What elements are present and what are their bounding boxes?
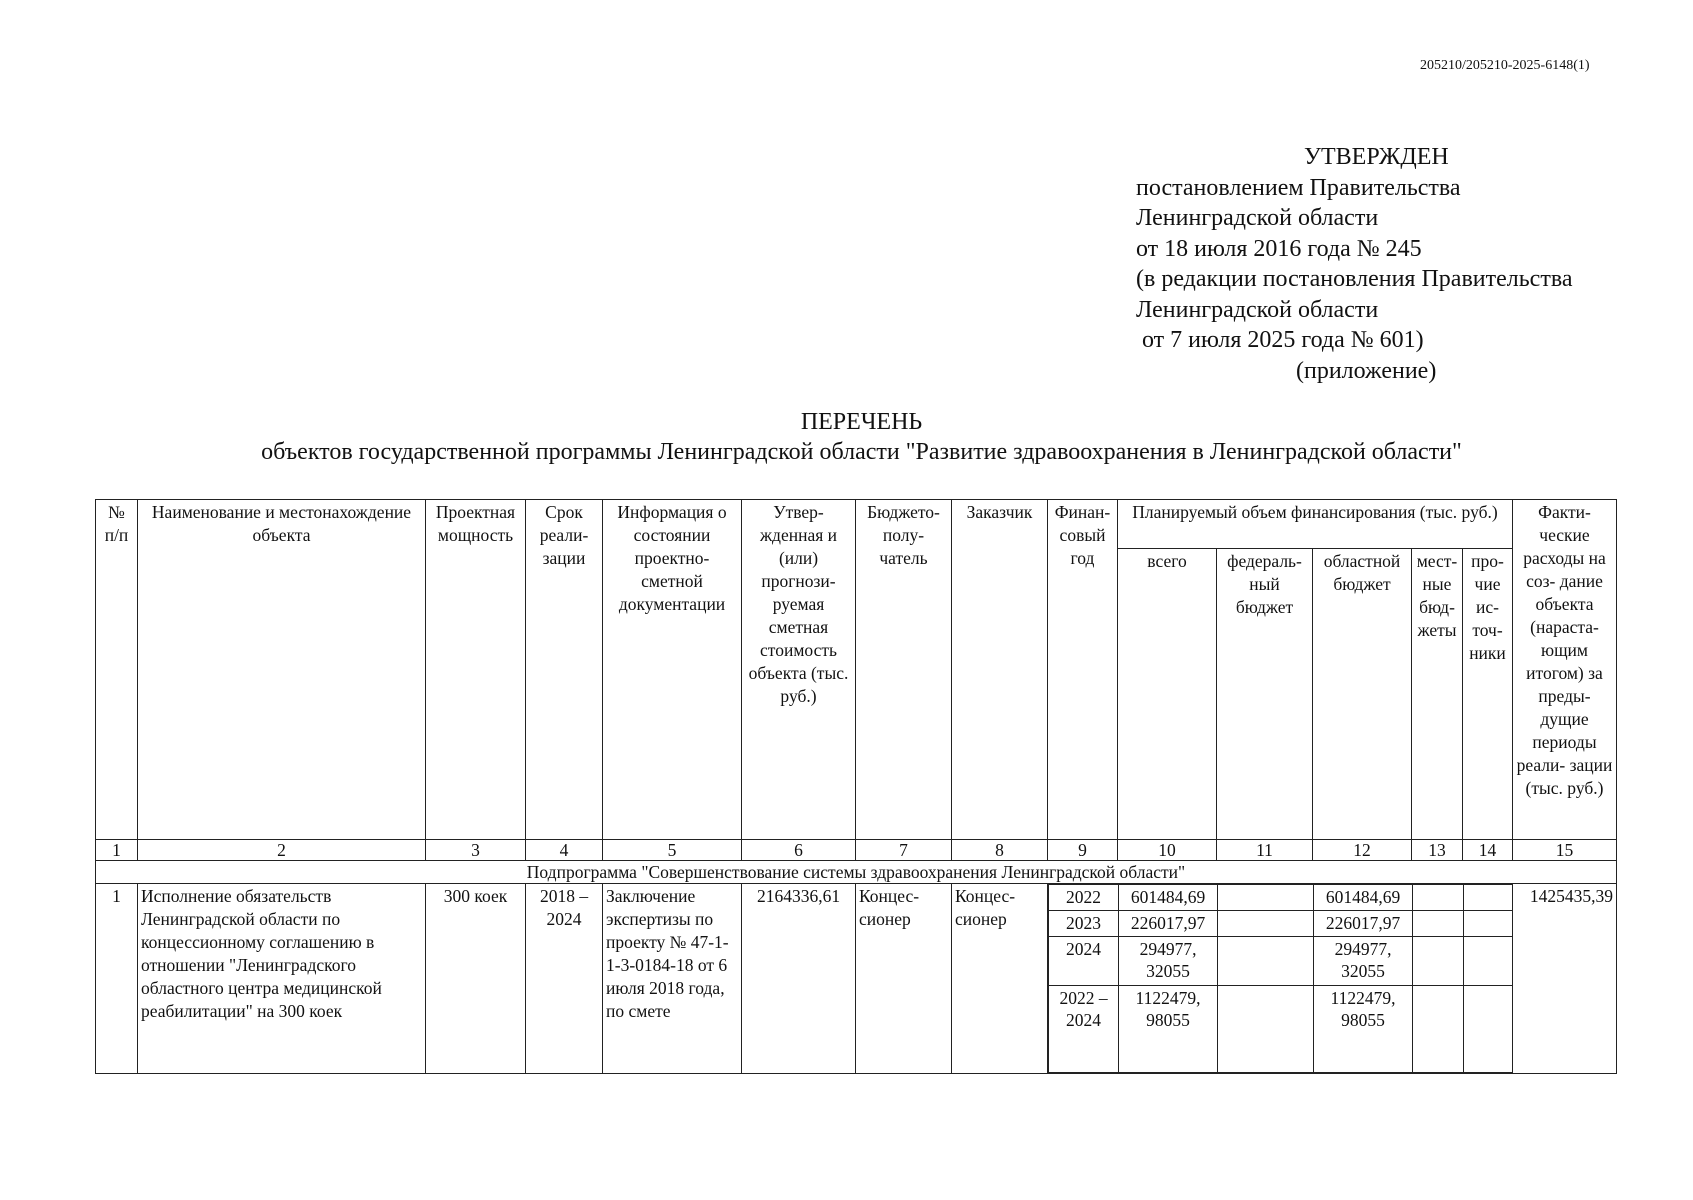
column-number: 6 bbox=[742, 840, 856, 861]
column-number: 11 bbox=[1217, 840, 1313, 861]
column-number: 8 bbox=[952, 840, 1048, 861]
column-number: 4 bbox=[526, 840, 603, 861]
fin-federal bbox=[1218, 911, 1314, 937]
column-number: 10 bbox=[1118, 840, 1217, 861]
document-title bbox=[0, 407, 1693, 467]
column-number: 2 bbox=[138, 840, 426, 861]
header-regional: областной бюджет bbox=[1313, 549, 1412, 840]
header-actual-expenses: Факти- ческие расходы на соз- дание объекта (нараста- ющим итогом) за преды- дущие периоды реали- зации (тыс. руб.) bbox=[1513, 500, 1617, 840]
approval-stamp bbox=[1136, 142, 1573, 386]
row-actual-expenses: 1425435,39 bbox=[1513, 884, 1617, 1074]
row-capacity: 300 коек bbox=[426, 884, 526, 1074]
fin-other bbox=[1464, 937, 1513, 986]
fin-other bbox=[1464, 885, 1513, 911]
approval-line: от 18 июля 2016 года № 245 bbox=[1136, 235, 1422, 262]
document-id: 205210/205210-2025-6148(1) bbox=[1420, 58, 1590, 73]
header-customer: Заказчик bbox=[952, 500, 1048, 840]
fin-year: 2022 – 2024 bbox=[1049, 986, 1119, 1073]
approval-head: УТВЕРЖДЕН bbox=[1304, 144, 1449, 170]
financing-year-row bbox=[1049, 986, 1513, 1073]
header-other: про- чие ис- точ- ники bbox=[1463, 549, 1513, 840]
row-object-name: Исполнение обязательств Ленинградской области по концессионному соглашению в отношении "Ленинградского областного центра медицинской реабилитации" на 300 коек bbox=[138, 884, 426, 1074]
row-psd-info: Заключение экспертизы по проекту № 47-1-1-3-0184-18 от 6 июля 2018 года, по смете bbox=[603, 884, 742, 1074]
financing-year-row bbox=[1049, 911, 1513, 937]
fin-federal bbox=[1218, 986, 1314, 1073]
fin-total: 1122479, 98055 bbox=[1119, 986, 1218, 1073]
fin-local bbox=[1413, 986, 1464, 1073]
header-cost: Утвер- жденная и (или) прогнози- руемая сметная стоимость объекта (тыс. руб.) bbox=[742, 500, 856, 840]
fin-federal bbox=[1218, 885, 1314, 911]
approval-tail: (приложение) bbox=[1296, 357, 1437, 384]
column-number: 1 bbox=[96, 840, 138, 861]
column-number: 14 bbox=[1463, 840, 1513, 861]
approval-line: (в редакции постановления Правительства bbox=[1136, 266, 1573, 292]
approval-line: Ленинградской области bbox=[1136, 205, 1379, 231]
header-period: Срок реали- зации bbox=[526, 500, 603, 840]
financing-year-row bbox=[1049, 885, 1513, 911]
title-main: ПЕРЕЧЕНЬ bbox=[800, 409, 923, 435]
row-num: 1 bbox=[96, 884, 138, 1074]
subprogram-title: Подпрограмма "Совершенствование системы здравоохранения Ленинградской области" bbox=[96, 861, 1617, 884]
header-total: всего bbox=[1118, 549, 1217, 840]
row-financing-by-year bbox=[1048, 884, 1513, 1074]
fin-federal bbox=[1218, 937, 1314, 986]
column-number: 15 bbox=[1513, 840, 1617, 861]
fin-year: 2022 bbox=[1049, 885, 1119, 911]
header-name: Наименование и местонахождение объекта bbox=[138, 500, 426, 840]
fin-total: 294977, 32055 bbox=[1119, 937, 1218, 986]
approval-line: Ленинградской области bbox=[1136, 296, 1379, 323]
table-row bbox=[96, 884, 1617, 1074]
fin-regional: 226017,97 bbox=[1314, 911, 1413, 937]
column-number: 5 bbox=[603, 840, 742, 861]
row-customer: Концес- сионер bbox=[952, 884, 1048, 1074]
header-federal: федераль- ный бюджет bbox=[1217, 549, 1313, 840]
fin-local bbox=[1413, 937, 1464, 986]
column-number: 7 bbox=[856, 840, 952, 861]
row-cost: 2164336,61 bbox=[742, 884, 856, 1074]
fin-regional: 1122479, 98055 bbox=[1314, 986, 1413, 1073]
header-num: № п/п bbox=[96, 500, 138, 840]
approval-line: постановлением Правительства bbox=[1136, 174, 1461, 201]
fin-local bbox=[1413, 885, 1464, 911]
fin-year: 2023 bbox=[1049, 911, 1119, 937]
row-period: 2018 – 2024 bbox=[526, 884, 603, 1074]
header-psd: Информация о состоянии проектно- сметной документации bbox=[603, 500, 742, 840]
financing-year-table bbox=[1048, 884, 1513, 1073]
fin-other bbox=[1464, 911, 1513, 937]
fin-local bbox=[1413, 911, 1464, 937]
header-planned-financing: Планируемый объем финансирования (тыс. руб.) bbox=[1118, 500, 1513, 549]
column-number: 12 bbox=[1313, 840, 1412, 861]
fin-regional: 294977, 32055 bbox=[1314, 937, 1413, 986]
header-fin-year: Финан- совый год bbox=[1048, 500, 1118, 840]
fin-regional: 601484,69 bbox=[1314, 885, 1413, 911]
financing-year-row bbox=[1049, 937, 1513, 986]
header-local: мест- ные бюд- жеты bbox=[1412, 549, 1463, 840]
fin-total: 226017,97 bbox=[1119, 911, 1218, 937]
table-header-row bbox=[96, 500, 1617, 549]
column-number: 3 bbox=[426, 840, 526, 861]
approval-line: от 7 июля 2025 года № 601) bbox=[1136, 327, 1424, 353]
column-number: 9 bbox=[1048, 840, 1118, 861]
fin-total: 601484,69 bbox=[1119, 885, 1218, 911]
fin-other bbox=[1464, 986, 1513, 1073]
header-recipient: Бюджето- полу- чатель bbox=[856, 500, 952, 840]
subprogram-row bbox=[96, 861, 1617, 884]
row-recipient: Концес- сионер bbox=[856, 884, 952, 1074]
fin-year: 2024 bbox=[1049, 937, 1119, 986]
title-subtitle: объектов государственной программы Ленинградской области "Развитие здравоохранения в Ленинградской области" bbox=[261, 439, 1462, 465]
column-number: 13 bbox=[1412, 840, 1463, 861]
header-capacity: Проектная мощность bbox=[426, 500, 526, 840]
objects-table bbox=[95, 499, 1617, 1074]
column-number-row bbox=[96, 840, 1617, 861]
